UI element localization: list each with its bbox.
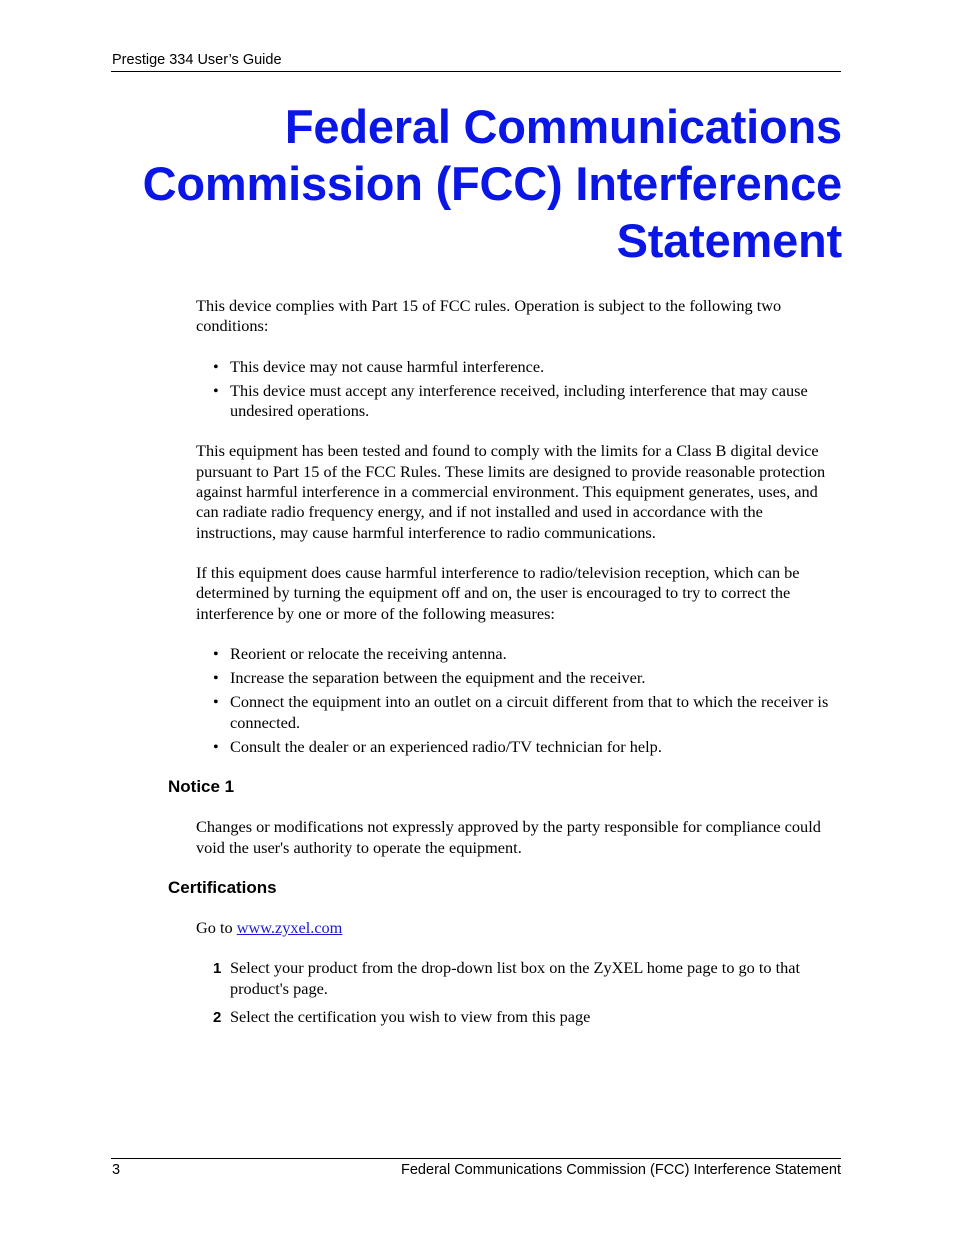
chapter-title-line-3: Statement [616, 214, 842, 267]
list-item [196, 381, 842, 422]
bullet-icon: • [213, 668, 219, 688]
measures-list [196, 644, 842, 757]
list-item-text: This device may not cause harmful interference. [230, 356, 545, 376]
compliance-paragraph: This equipment has been tested and found to comply with the limits for a Class B digital device pursuant to Part 15 of the FCC Rules. These limits are designed to provide reasonable protection against harmful interference in a commercial environment. This equipment generates, uses, and can radiate radio frequency energy, and if not installed and used in accordance with the instructions, may cause harmful interference to radio communications. [196, 441, 826, 542]
certification-steps [196, 958, 842, 1027]
goto-prefix: Go to [196, 917, 237, 937]
list-item-text: Consult the dealer or an experienced radio/TV technician for help. [230, 737, 662, 757]
step-number: 1 [213, 960, 222, 978]
list-item [196, 958, 842, 999]
bullet-icon: • [213, 737, 219, 757]
bullet-icon: • [213, 380, 219, 400]
step-number: 2 [213, 1008, 222, 1026]
step-text: Select your product from the drop-down list box on the ZyXEL home page to go to that product's page. [230, 958, 801, 998]
list-item-text: Reorient or relocate the receiving antenna. [230, 643, 507, 663]
goto-line [196, 918, 842, 938]
list-item [196, 1007, 842, 1027]
notice-paragraph: Changes or modifications not expressly approved by the party responsible for compliance could void the user's authority to operate the equipment. [196, 817, 821, 857]
footer-divider [111, 1158, 841, 1159]
running-header: Prestige 334 User’s Guide [112, 52, 282, 68]
list-item-text: This device must accept any interference received, including interference that may cause undesired operations. [230, 380, 808, 421]
chapter-title [111, 98, 842, 269]
list-item-text: Connect the equipment into an outlet on a circuit different from that to which the receiver is connected. [230, 692, 829, 732]
intro-paragraph: This device complies with Part 15 of FCC rules. Operation is subject to the following two conditions: [196, 296, 782, 336]
certifications-heading: Certifications [168, 877, 277, 897]
list-item [196, 357, 842, 377]
chapter-title-line-2: Commission (FCC) Interference [142, 157, 842, 210]
bullet-icon: • [213, 692, 219, 712]
chapter-title-line-1: Federal Communications [284, 100, 842, 153]
conditions-list [196, 357, 842, 422]
zyxel-website-link[interactable]: www.zyxel.com [236, 917, 343, 937]
notice-heading: Notice 1 [168, 777, 235, 797]
list-item-text: Increase the separation between the equipment and the receiver. [230, 668, 646, 688]
bullet-icon: • [213, 356, 219, 376]
header-divider [111, 71, 841, 72]
page-number: 3 [112, 1162, 121, 1178]
list-item [196, 737, 842, 757]
list-item [196, 692, 842, 733]
footer-title: Federal Communications Commission (FCC) Interference Statement [401, 1162, 841, 1178]
list-item [196, 644, 842, 664]
bullet-icon: • [213, 643, 219, 663]
step-text: Select the certification you wish to view from this page [230, 1006, 591, 1026]
body-content [168, 296, 842, 1035]
measures-paragraph: If this equipment does cause harmful interference to radio/television reception, which can be determined by turning the equipment off and on, the user is encouraged to try to correct the interference by one or more of the following measures: [196, 562, 800, 623]
list-item [196, 668, 842, 688]
